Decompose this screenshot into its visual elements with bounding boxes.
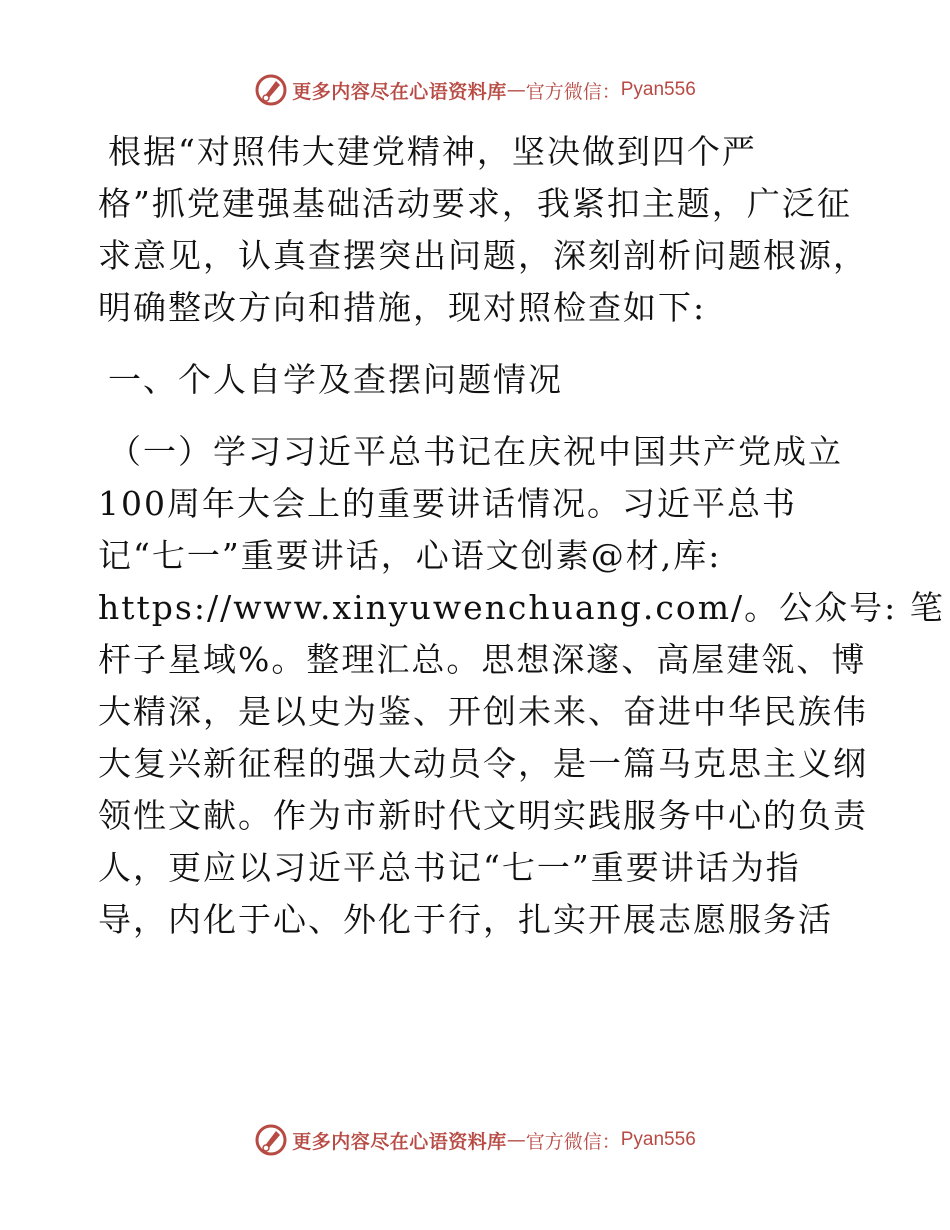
banner-wechat-label: 官方微信： bbox=[525, 1130, 621, 1153]
intro-line: 根据“对照伟大建党精神，坚决做到四个严 bbox=[108, 132, 757, 171]
banner-text: 更多内容尽在心语资料库 bbox=[292, 1130, 507, 1153]
banner-wechat-id: Pyan556 bbox=[620, 79, 696, 100]
banner-separator: — bbox=[506, 1129, 526, 1151]
banner-separator: — bbox=[506, 79, 526, 101]
banner-wechat-label: 官方微信： bbox=[525, 80, 621, 103]
intro-line: 明确整改方向和措施，现对照检查如下: bbox=[98, 288, 707, 327]
body-line: 大精深，是以史为鉴、开创未来、奋进中华民族伟 bbox=[98, 692, 868, 731]
body-line: 人，更应以习近平总书记“七一”重要讲话为指 bbox=[98, 848, 801, 887]
intro-line: 求意见，认真查摆突出问题，深刻剖析问题根源， bbox=[98, 236, 868, 275]
body-line: https://www.xinyuwenchuang.com/。公众号: 笔 bbox=[98, 588, 945, 627]
body-line: （一）学习习近平总书记在庆祝中国共产党成立 bbox=[108, 432, 843, 471]
body-line: 导，内化于心、外化于行，扎实开展志愿服务活 bbox=[98, 900, 833, 939]
banner-wechat-id: Pyan556 bbox=[620, 1129, 696, 1150]
pen-nib-logo-icon bbox=[254, 1123, 288, 1157]
body-line: 大复兴新征程的强大动员令，是一篇马克思主义纲 bbox=[98, 744, 868, 783]
footer-banner bbox=[0, 1122, 950, 1158]
body-line: 领性文献。作为市新时代文明实践服务中心的负责 bbox=[98, 796, 868, 835]
pen-nib-logo-icon bbox=[254, 73, 288, 107]
document-body bbox=[98, 126, 945, 946]
body-line: 100周年大会上的重要讲话情况。习近平总书 bbox=[98, 484, 797, 523]
body-line: 杆子星域%。整理汇总。思想深邃、高屋建瓴、博 bbox=[98, 640, 867, 679]
banner-text: 更多内容尽在心语资料库 bbox=[292, 80, 507, 103]
header-banner bbox=[0, 72, 950, 108]
body-line: 记“七一”重要讲话，心语文创素@材,库: bbox=[98, 536, 722, 575]
section-heading: 一、个人自学及查摆问题情况 bbox=[108, 360, 563, 399]
intro-line: 格”抓党建强基础活动要求，我紧扣主题，广泛征 bbox=[98, 184, 852, 223]
